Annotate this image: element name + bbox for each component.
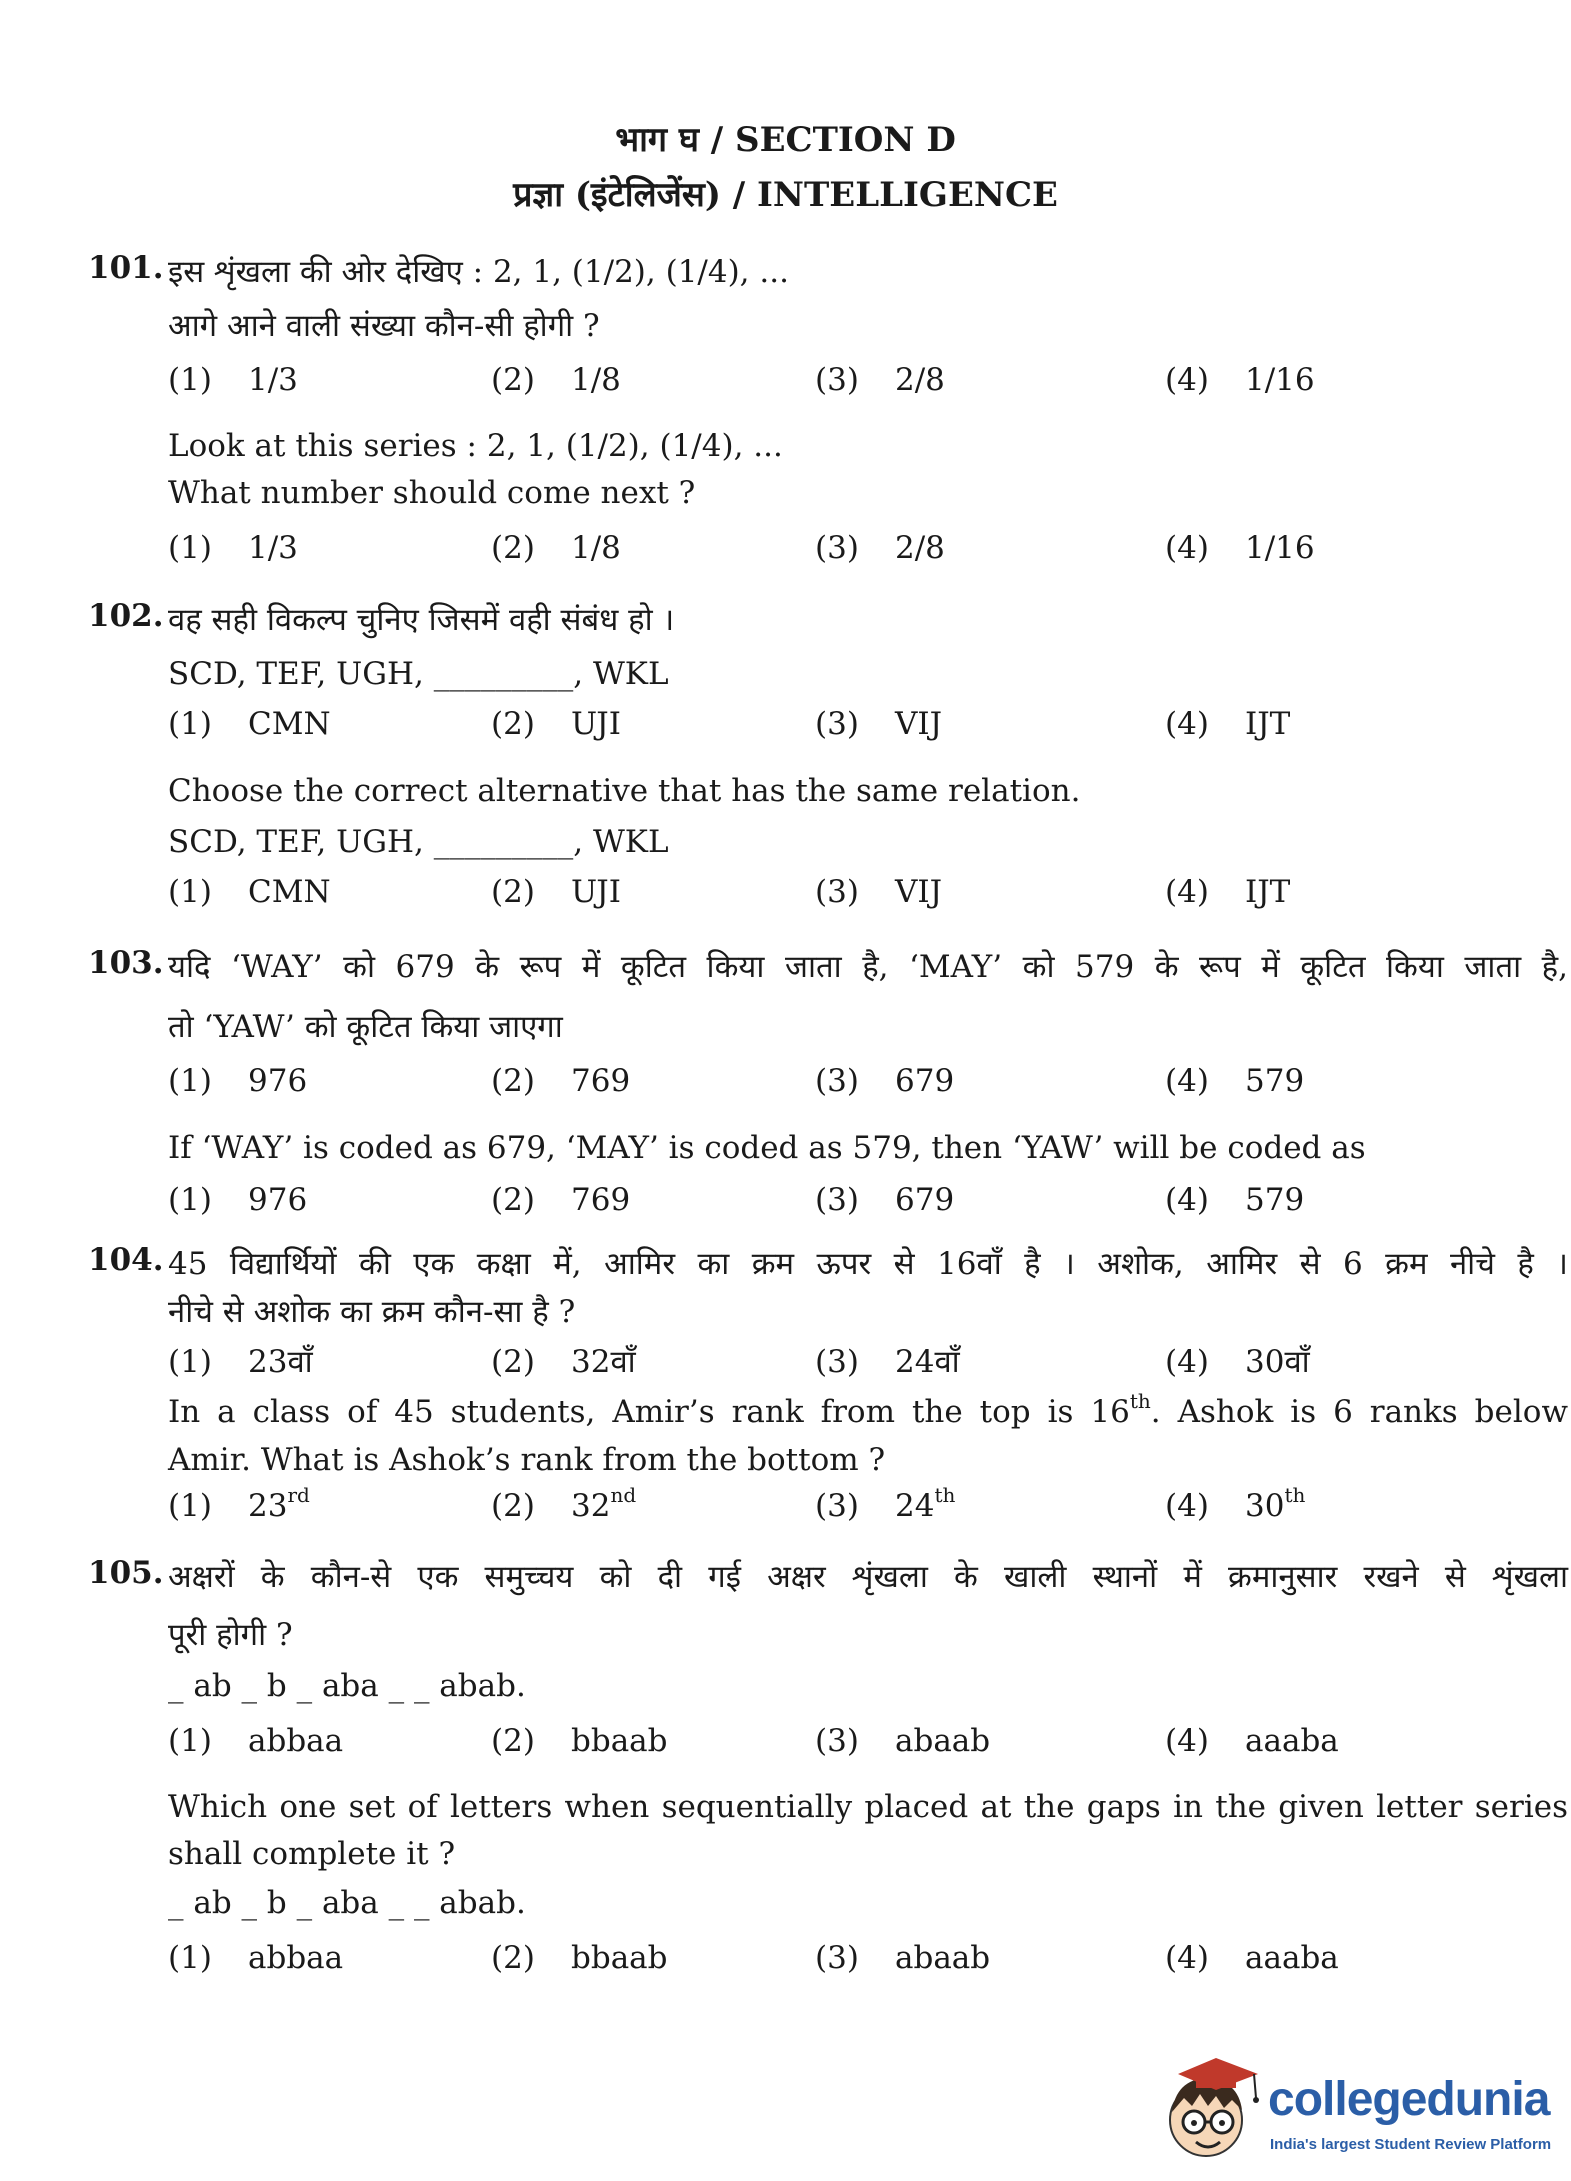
option-1: (1) 976: [168, 1063, 308, 1099]
option-1: (1) CMN: [168, 706, 331, 742]
student-mascot-icon: [1158, 2052, 1268, 2172]
option-3: (3) 24th: [815, 1483, 956, 1524]
option-2: (2) 1/8: [491, 362, 621, 398]
option-3: (3) 679: [815, 1063, 955, 1099]
section-subheading: प्रज्ञा (इंटेलिजेंस) / INTELLIGENCE: [513, 175, 1058, 215]
collegedunia-logo[interactable]: [1158, 2052, 1558, 2172]
option-3: (3) abaab: [815, 1940, 991, 1976]
option-2: (2) 1/8: [491, 530, 621, 566]
question-text-hindi: नीचे से अशोक का क्रम कौन-सा है ?: [168, 1294, 576, 1330]
question-text-hindi: 45 विद्यार्थियों की एक कक्षा में, आमिर का क्रम ऊपर से 16वाँ है । अशोक, आमिर से 6 क्रम नीचे है ।: [168, 1246, 1568, 1282]
question-number: 105.: [88, 1555, 164, 1591]
option-1: (1) CMN: [168, 874, 331, 910]
option-4: (4) IJT: [1165, 874, 1291, 910]
option-3: (3) 2/8: [815, 362, 945, 398]
option-4: (4) 30th: [1165, 1483, 1306, 1524]
question-text-hindi: अक्षरों के कौन-से एक समुच्चय को दी गई अक्षर शृंखला के खाली स्थानों में क्रमानुसार रखने से शृंखला: [168, 1559, 1568, 1595]
options-english: [168, 1940, 1568, 1980]
question-text-hindi: तो ‘YAW’ को कूटित किया जाएगा: [168, 1009, 563, 1045]
options-english: [168, 1483, 1568, 1528]
option-4: (4) 1/16: [1165, 530, 1315, 566]
options-hindi: [168, 1063, 1568, 1103]
question-text-hindi: वह सही विकल्प चुनिए जिसमें वही संबंध हो ।: [168, 602, 675, 638]
question-number: 101.: [88, 250, 164, 286]
option-3: (3) 24वाँ: [815, 1344, 960, 1380]
option-4: (4) IJT: [1165, 706, 1291, 742]
question-text-english: If ‘WAY’ is coded as 679, ‘MAY’ is coded as 579, then ‘YAW’ will be coded as: [168, 1130, 1366, 1166]
options-english: [168, 874, 1568, 914]
question-number: 103.: [88, 945, 164, 981]
options-hindi: [168, 362, 1568, 402]
question-text-hindi: आगे आने वाली संख्या कौन-सी होगी ?: [168, 308, 600, 344]
question-text-hindi: पूरी होगी ?: [168, 1617, 293, 1653]
question-number: 104.: [88, 1242, 164, 1278]
options-hindi: [168, 706, 1568, 746]
option-2: (2) 32nd: [491, 1483, 637, 1524]
letter-series: _ ab _ b _ aba _ _ abab.: [168, 1885, 526, 1921]
option-2: (2) 32वाँ: [491, 1344, 636, 1380]
section-heading: भाग घ / SECTION D: [615, 120, 956, 160]
option-3: (3) abaab: [815, 1723, 991, 1759]
option-3: (3) 2/8: [815, 530, 945, 566]
option-2: (2) bbaab: [491, 1940, 668, 1976]
option-2: (2) bbaab: [491, 1723, 668, 1759]
logo-wordmark: collegedunia: [1268, 2073, 1550, 2126]
options-hindi: [168, 1723, 1568, 1763]
question-text-english: Look at this series : 2, 1, (1/2), (1/4), ...: [168, 428, 783, 464]
option-2: (2) 769: [491, 1182, 631, 1218]
option-4: (4) 579: [1165, 1063, 1305, 1099]
question-text-hindi: इस शृंखला की ओर देखिए : 2, 1, (1/2), (1/4), ...: [168, 254, 789, 290]
option-4: (4) aaaba: [1165, 1940, 1339, 1976]
letter-series: _ ab _ b _ aba _ _ abab.: [168, 1668, 526, 1704]
question-text-hindi: SCD, TEF, UGH, _________, WKL: [168, 656, 669, 692]
option-4: (4) 1/16: [1165, 362, 1315, 398]
question-text-english: Choose the correct alternative that has the same relation.: [168, 773, 1081, 809]
option-2: (2) UJI: [491, 874, 621, 910]
option-3: (3) 679: [815, 1182, 955, 1218]
option-2: (2) 769: [491, 1063, 631, 1099]
option-1: (1) 23rd: [168, 1483, 310, 1524]
option-4: (4) aaaba: [1165, 1723, 1339, 1759]
question-text-english: What number should come next ?: [168, 475, 696, 511]
options-english: [168, 530, 1568, 570]
option-2: (2) UJI: [491, 706, 621, 742]
question-text-english: shall complete it ?: [168, 1836, 456, 1872]
option-4: (4) 30वाँ: [1165, 1344, 1310, 1380]
option-1: (1) abbaa: [168, 1723, 344, 1759]
option-3: (3) VIJ: [815, 874, 943, 910]
option-1: (1) abbaa: [168, 1940, 344, 1976]
question-text-english: SCD, TEF, UGH, _________, WKL: [168, 824, 669, 860]
question-text-hindi: यदि ‘WAY’ को 679 के रूप में कूटित किया जाता है, ‘MAY’ को 579 के रूप में कूटित किया जाता है,: [168, 949, 1568, 985]
option-1: (1) 1/3: [168, 530, 298, 566]
option-1: (1) 976: [168, 1182, 308, 1218]
question-text-english: In a class of 45 students, Amir’s rank from the top is 16th. Ashok is 6 ranks below: [168, 1389, 1568, 1430]
option-3: (3) VIJ: [815, 706, 943, 742]
options-english: [168, 1182, 1568, 1222]
question-number: 102.: [88, 598, 164, 634]
options-hindi: [168, 1340, 1568, 1380]
option-1: (1) 23वाँ: [168, 1344, 313, 1380]
question-text-english: Which one set of letters when sequentially placed at the gaps in the given letter series: [168, 1789, 1568, 1825]
question-text-english: Amir. What is Ashok’s rank from the bottom ?: [168, 1442, 886, 1478]
option-1: (1) 1/3: [168, 362, 298, 398]
option-4: (4) 579: [1165, 1182, 1305, 1218]
logo-tagline: India's largest Student Review Platform: [1270, 2136, 1552, 2153]
